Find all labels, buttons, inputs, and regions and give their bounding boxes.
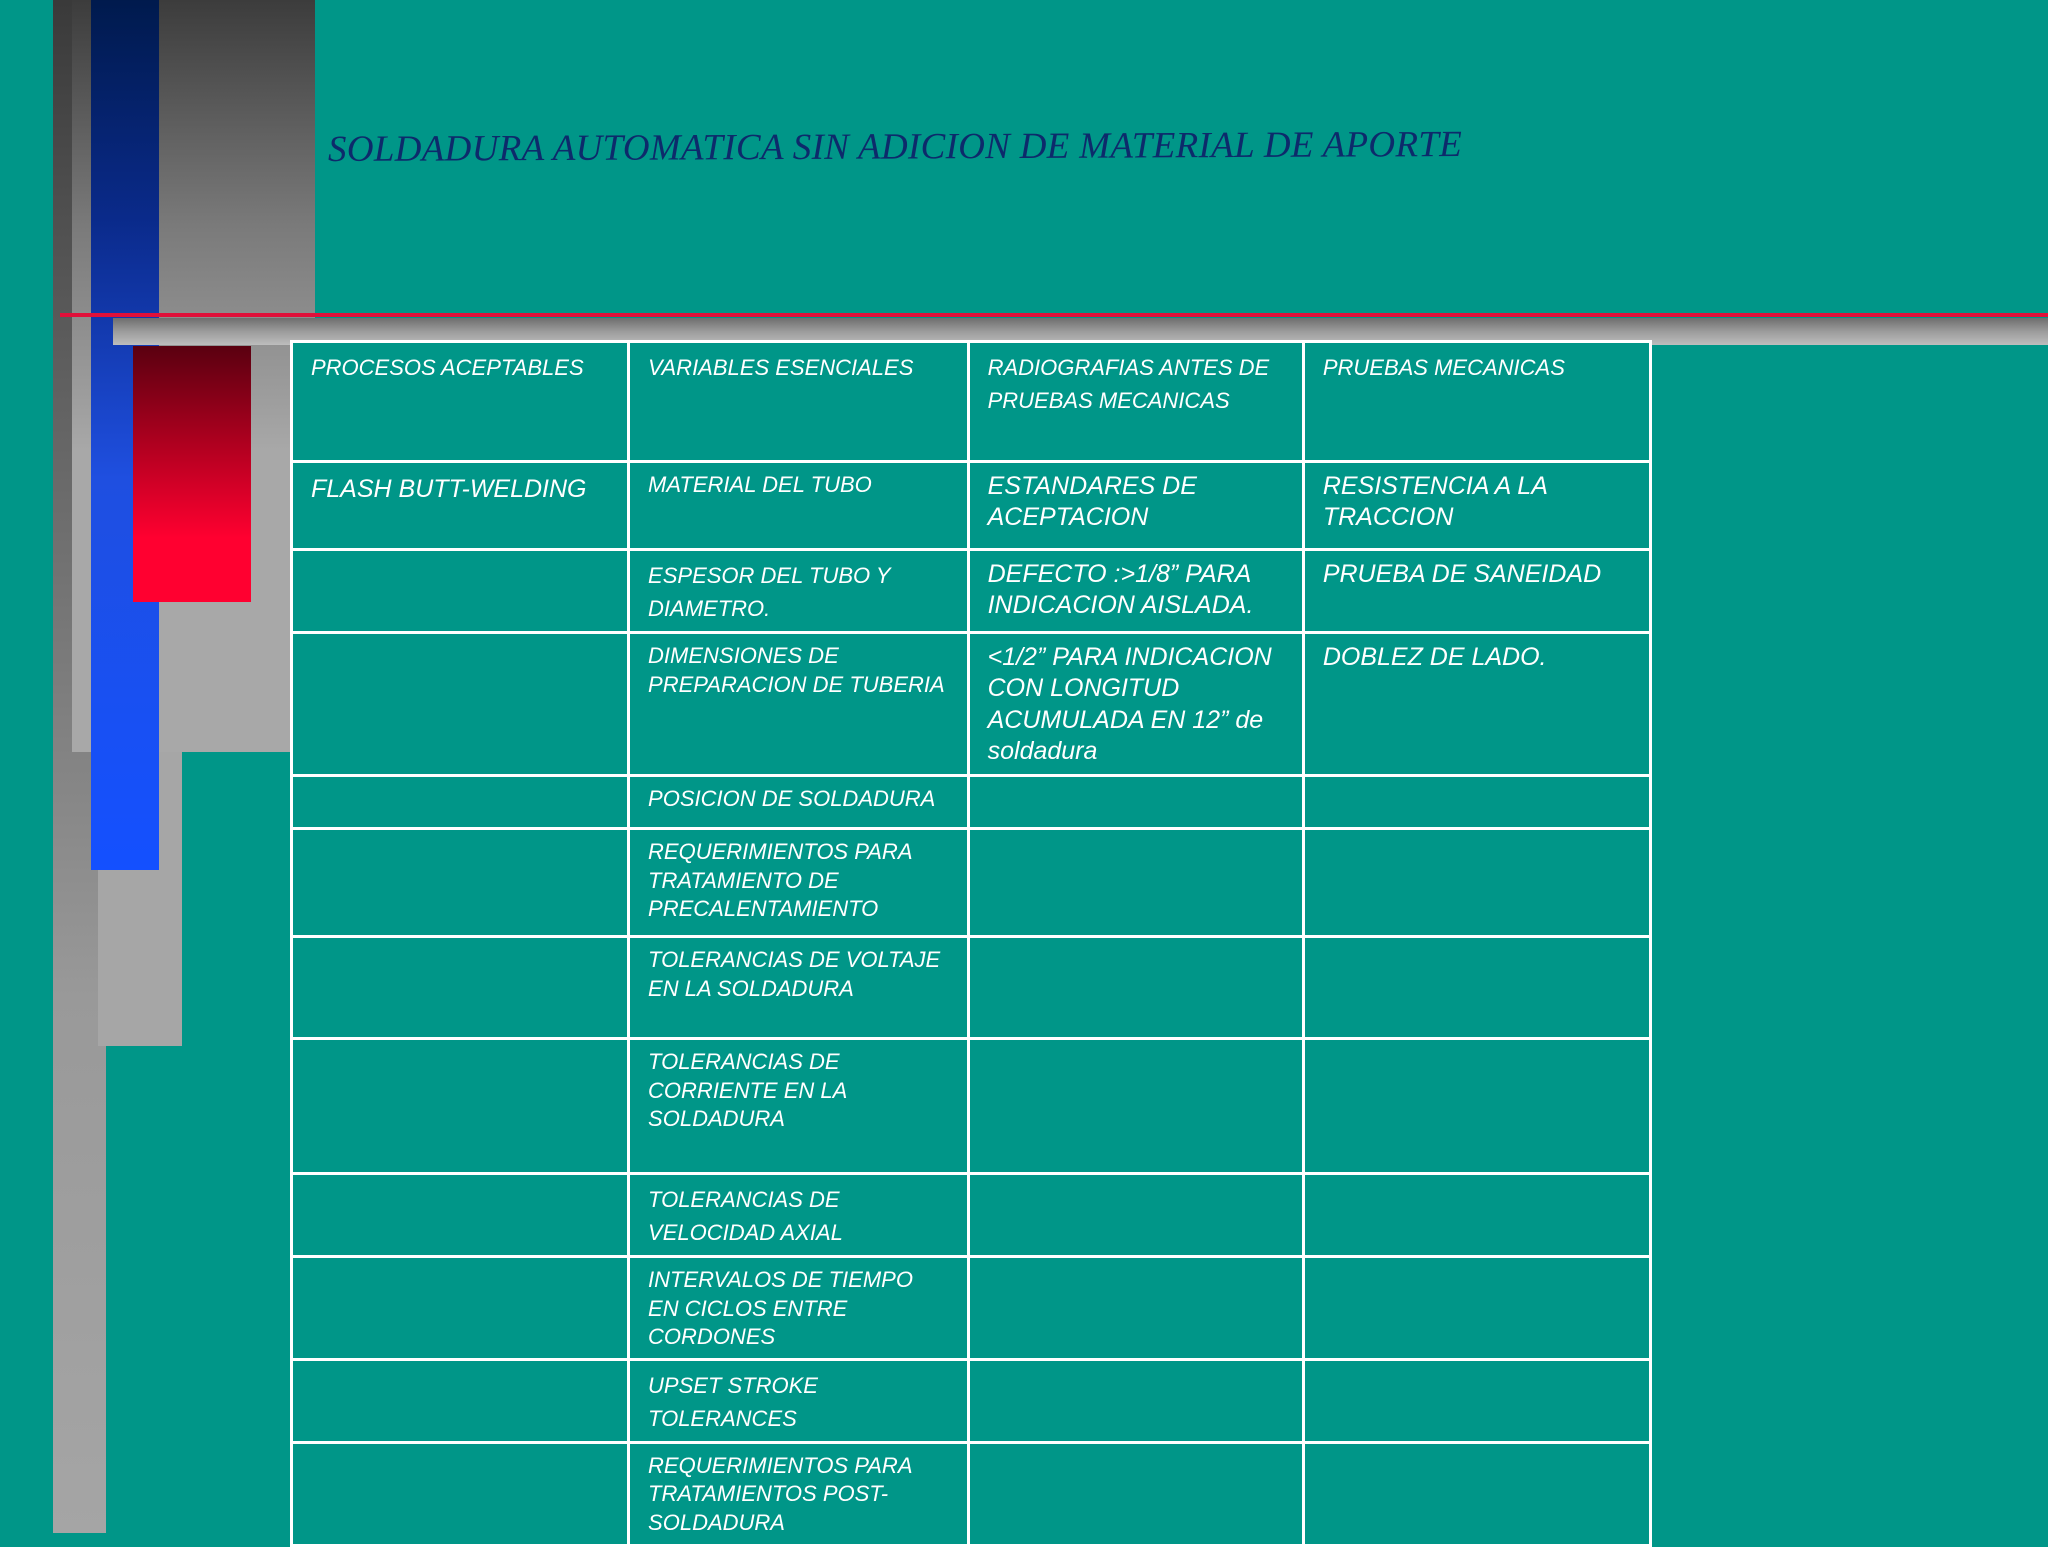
table-cell: POSICION DE SOLDADURA: [629, 776, 969, 829]
table-cell: DIMENSIONES DE PREPARACION DE TUBERIA: [629, 633, 969, 776]
table-cell: ESTANDARES DE ACEPTACION: [968, 462, 1303, 550]
slide-title: SOLDADURA AUTOMATICA SIN ADICION DE MATERIAL DE APORTE: [327, 124, 1463, 170]
table-row: [292, 1039, 1651, 1174]
table-row: [292, 776, 1651, 829]
table-cell: [968, 776, 1303, 829]
table-row: [292, 1359, 1651, 1442]
table-cell: [968, 1039, 1303, 1174]
table-cell: [968, 937, 1303, 1039]
table-cell: DEFECTO :>1/8” PARA INDICACION AISLADA.: [968, 550, 1303, 633]
table-row: [292, 1442, 1651, 1545]
table-cell: FLASH BUTT-WELDING: [292, 462, 629, 550]
table-cell: REQUERIMIENTOS PARA TRATAMIENTOS POST-SOLDADURA: [629, 1442, 969, 1545]
table-cell: [968, 1257, 1303, 1360]
table-cell: [1303, 1257, 1650, 1360]
table-cell: MATERIAL DEL TUBO: [629, 462, 969, 550]
header-cell-radiografias: RADIOGRAFIAS ANTES DE PRUEBAS MECANICAS: [968, 342, 1303, 462]
table-row: [292, 633, 1651, 776]
decorative-red-block: [133, 346, 251, 602]
table-cell: PRUEBA DE SANEIDAD: [1303, 550, 1650, 633]
table-cell: [968, 1174, 1303, 1257]
table-cell: [292, 937, 629, 1039]
table-cell: [292, 1442, 629, 1545]
table-cell: RESISTENCIA A LA TRACCION: [1303, 462, 1650, 550]
table-header-row: [292, 342, 1651, 462]
table-cell: [968, 1442, 1303, 1545]
table-cell: [1303, 937, 1650, 1039]
table-cell: TOLERANCIAS DE VELOCIDAD AXIAL: [629, 1174, 969, 1257]
table-cell: UPSET STROKE TOLERANCES: [629, 1359, 969, 1442]
table-row: [292, 937, 1651, 1039]
table-row: [292, 550, 1651, 633]
table-cell: [1303, 1442, 1650, 1545]
table-cell: INTERVALOS DE TIEMPO EN CICLOS ENTRE CORDONES: [629, 1257, 969, 1360]
table-cell: TOLERANCIAS DE VOLTAJE EN LA SOLDADURA: [629, 937, 969, 1039]
table-cell: [292, 1257, 629, 1360]
table-cell: <1/2” PARA INDICACION CON LONGITUD ACUMULADA EN 12” de soldadura: [968, 633, 1303, 776]
table-cell: [968, 1359, 1303, 1442]
table-cell: [292, 1174, 629, 1257]
header-cell-variables: VARIABLES ESENCIALES: [629, 342, 969, 462]
table-cell: [1303, 1039, 1650, 1174]
table-cell: REQUERIMIENTOS PARA TRATAMIENTO DE PRECALENTAMIENTO: [629, 829, 969, 937]
table-cell: [1303, 1359, 1650, 1442]
header-cell-procesos: PROCESOS ACEPTABLES: [292, 342, 629, 462]
table-cell: [292, 550, 629, 633]
table-cell: DOBLEZ DE LADO.: [1303, 633, 1650, 776]
table-row: [292, 462, 1651, 550]
decorative-red-line: [60, 313, 2048, 317]
table-cell: [968, 829, 1303, 937]
header-cell-pruebas: PRUEBAS MECANICAS: [1303, 342, 1650, 462]
table-cell: [1303, 1174, 1650, 1257]
table-cell: [1303, 776, 1650, 829]
table-cell: [292, 776, 629, 829]
table-cell: [292, 633, 629, 776]
table-cell: TOLERANCIAS DE CORRIENTE EN LA SOLDADURA: [629, 1039, 969, 1174]
table-row: [292, 1174, 1651, 1257]
table-cell: [292, 1039, 629, 1174]
table-row: [292, 829, 1651, 937]
table-cell: ESPESOR DEL TUBO Y DIAMETRO.: [629, 550, 969, 633]
table-cell: [292, 1359, 629, 1442]
table-cell: [1303, 829, 1650, 937]
table-row: [292, 1257, 1651, 1360]
table-cell: [292, 829, 629, 937]
welding-table: [290, 340, 1652, 1547]
